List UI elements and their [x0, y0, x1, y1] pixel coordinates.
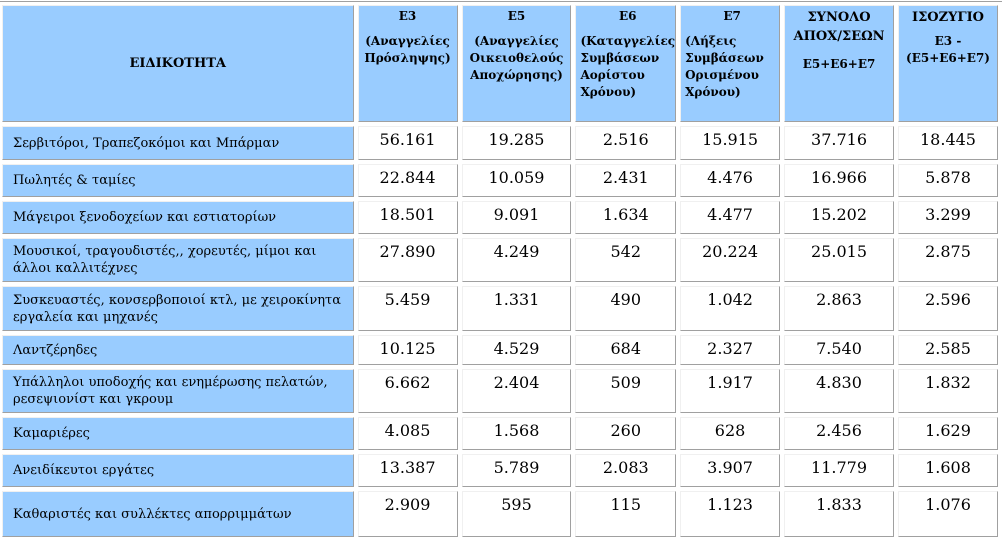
- header-desc: Ε3 - (Ε5+Ε6+Ε7): [906, 34, 990, 65]
- header-e7: [680, 5, 780, 122]
- row-specialty: Ανειδίκευτοι εργάτες: [2, 454, 354, 487]
- row-specialty: Υπάλληλοι υποδοχής και ενημέρωσης πελατών, ρεσεψιονίστ και γκρουμ: [2, 369, 354, 413]
- header-total: [784, 5, 894, 122]
- header-code: Ε7: [723, 9, 741, 23]
- row-specialty: Καθαριστές και συλλέκτες απορριμμάτων: [2, 491, 354, 537]
- cell-e7: 3.907: [680, 454, 780, 487]
- cell-e5: 19.285: [462, 126, 572, 160]
- header-desc: (Καταγγελίες Συμβάσεων Αορίστου Χρόνου): [580, 34, 676, 99]
- header-code: Ε6: [619, 9, 637, 23]
- cell-total: 2.456: [784, 417, 894, 450]
- header-code: ΙΣΟΖΥΓΙΟ: [911, 10, 984, 25]
- cell-e7: 1.042: [680, 286, 780, 331]
- header-code: Ε3: [398, 9, 417, 23]
- cell-e6: 2.431: [575, 164, 676, 197]
- row-specialty: Μουσικοί, τραγουδιστές,, χορευτές, μίμοι και άλλοι καλλιτέχνες: [2, 238, 354, 282]
- header-e5: [462, 5, 572, 122]
- cell-e3: 56.161: [358, 126, 458, 160]
- cell-e6: 509: [575, 369, 676, 413]
- header-desc: Ε5+Ε6+Ε7: [802, 57, 876, 71]
- cell-e5: 1.331: [462, 286, 572, 331]
- table-row: [2, 335, 998, 365]
- cell-balance: 1.608: [898, 454, 998, 487]
- cell-total: 15.202: [784, 201, 894, 234]
- header-specialty: ΕΙΔΙΚΟΤΗΤΑ: [2, 5, 354, 122]
- cell-balance: 3.299: [898, 201, 998, 234]
- table-row: [2, 126, 998, 160]
- employment-table: [0, 1, 1002, 541]
- row-specialty: Καμαριέρες: [2, 417, 354, 450]
- cell-e6: 542: [575, 238, 676, 282]
- cell-e3: 4.085: [358, 417, 458, 450]
- row-specialty: Λαντζέρηδες: [2, 335, 354, 365]
- cell-e7: 4.476: [680, 164, 780, 197]
- cell-e5: 4.529: [462, 335, 572, 365]
- cell-e7: 1.917: [680, 369, 780, 413]
- row-specialty: Μάγειροι ξενοδοχείων και εστιατορίων: [2, 201, 354, 234]
- cell-e6: 115: [575, 491, 676, 537]
- header-row: [2, 5, 998, 122]
- header-code: Ε5: [507, 9, 526, 23]
- header-e6: [575, 5, 676, 122]
- table-row: [2, 201, 998, 234]
- cell-e3: 6.662: [358, 369, 458, 413]
- cell-e7: 4.477: [680, 201, 780, 234]
- cell-e3: 27.890: [358, 238, 458, 282]
- cell-e3: 13.387: [358, 454, 458, 487]
- cell-total: 7.540: [784, 335, 894, 365]
- table-row: [2, 454, 998, 487]
- cell-e6: 684: [575, 335, 676, 365]
- cell-e7: 15.915: [680, 126, 780, 160]
- row-specialty: Συσκευαστές, κονσερβοποιοί κτλ, με χειροκίνητα εργαλεία και μηχανές: [2, 286, 354, 331]
- table-row: [2, 417, 998, 450]
- cell-e3: 22.844: [358, 164, 458, 197]
- cell-e3: 2.909: [358, 491, 458, 537]
- table-row: [2, 286, 998, 331]
- table-row: [2, 164, 998, 197]
- row-specialty: Σερβιτόροι, Τραπεζοκόμοι και Μπάρμαν: [2, 126, 354, 160]
- cell-balance: 1.629: [898, 417, 998, 450]
- cell-balance: 2.596: [898, 286, 998, 331]
- cell-total: 4.830: [784, 369, 894, 413]
- cell-e6: 2.516: [575, 126, 676, 160]
- cell-e5: 10.059: [462, 164, 572, 197]
- header-code: ΣΥΝΟΛΟ ΑΠΟΧ/ΣΕΩΝ: [793, 10, 885, 44]
- cell-e6: 490: [575, 286, 676, 331]
- header-desc: (Αναγγελίες Πρόσληψης): [364, 34, 451, 65]
- cell-e5: 4.249: [462, 238, 572, 282]
- cell-e5: 5.789: [462, 454, 572, 487]
- cell-e6: 2.083: [575, 454, 676, 487]
- cell-e3: 10.125: [358, 335, 458, 365]
- header-desc: (Λήξεις Συμβάσεων Ορισμένου Χρόνου): [685, 34, 764, 99]
- cell-e5: 9.091: [462, 201, 572, 234]
- cell-balance: 1.832: [898, 369, 998, 413]
- table-row: [2, 491, 998, 537]
- cell-total: 25.015: [784, 238, 894, 282]
- cell-e7: 1.123: [680, 491, 780, 537]
- table-row: [2, 369, 998, 413]
- cell-balance: 2.585: [898, 335, 998, 365]
- cell-total: 11.779: [784, 454, 894, 487]
- cell-balance: 18.445: [898, 126, 998, 160]
- cell-balance: 2.875: [898, 238, 998, 282]
- header-e3: [358, 5, 458, 122]
- cell-balance: 5.878: [898, 164, 998, 197]
- cell-e3: 5.459: [358, 286, 458, 331]
- row-specialty: Πωλητές & ταμίες: [2, 164, 354, 197]
- cell-total: 16.966: [784, 164, 894, 197]
- cell-e6: 260: [575, 417, 676, 450]
- cell-total: 1.833: [784, 491, 894, 537]
- cell-e5: 595: [462, 491, 572, 537]
- cell-total: 37.716: [784, 126, 894, 160]
- cell-e6: 1.634: [575, 201, 676, 234]
- cell-e7: 628: [680, 417, 780, 450]
- cell-e7: 2.327: [680, 335, 780, 365]
- cell-e3: 18.501: [358, 201, 458, 234]
- header-balance: [898, 5, 998, 122]
- cell-balance: 1.076: [898, 491, 998, 537]
- cell-e5: 1.568: [462, 417, 572, 450]
- cell-e5: 2.404: [462, 369, 572, 413]
- header-desc: (Αναγγελίες Οικειοθελούς Αποχώρησης): [469, 34, 564, 82]
- cell-e7: 20.224: [680, 238, 780, 282]
- table-row: [2, 238, 998, 282]
- cell-total: 2.863: [784, 286, 894, 331]
